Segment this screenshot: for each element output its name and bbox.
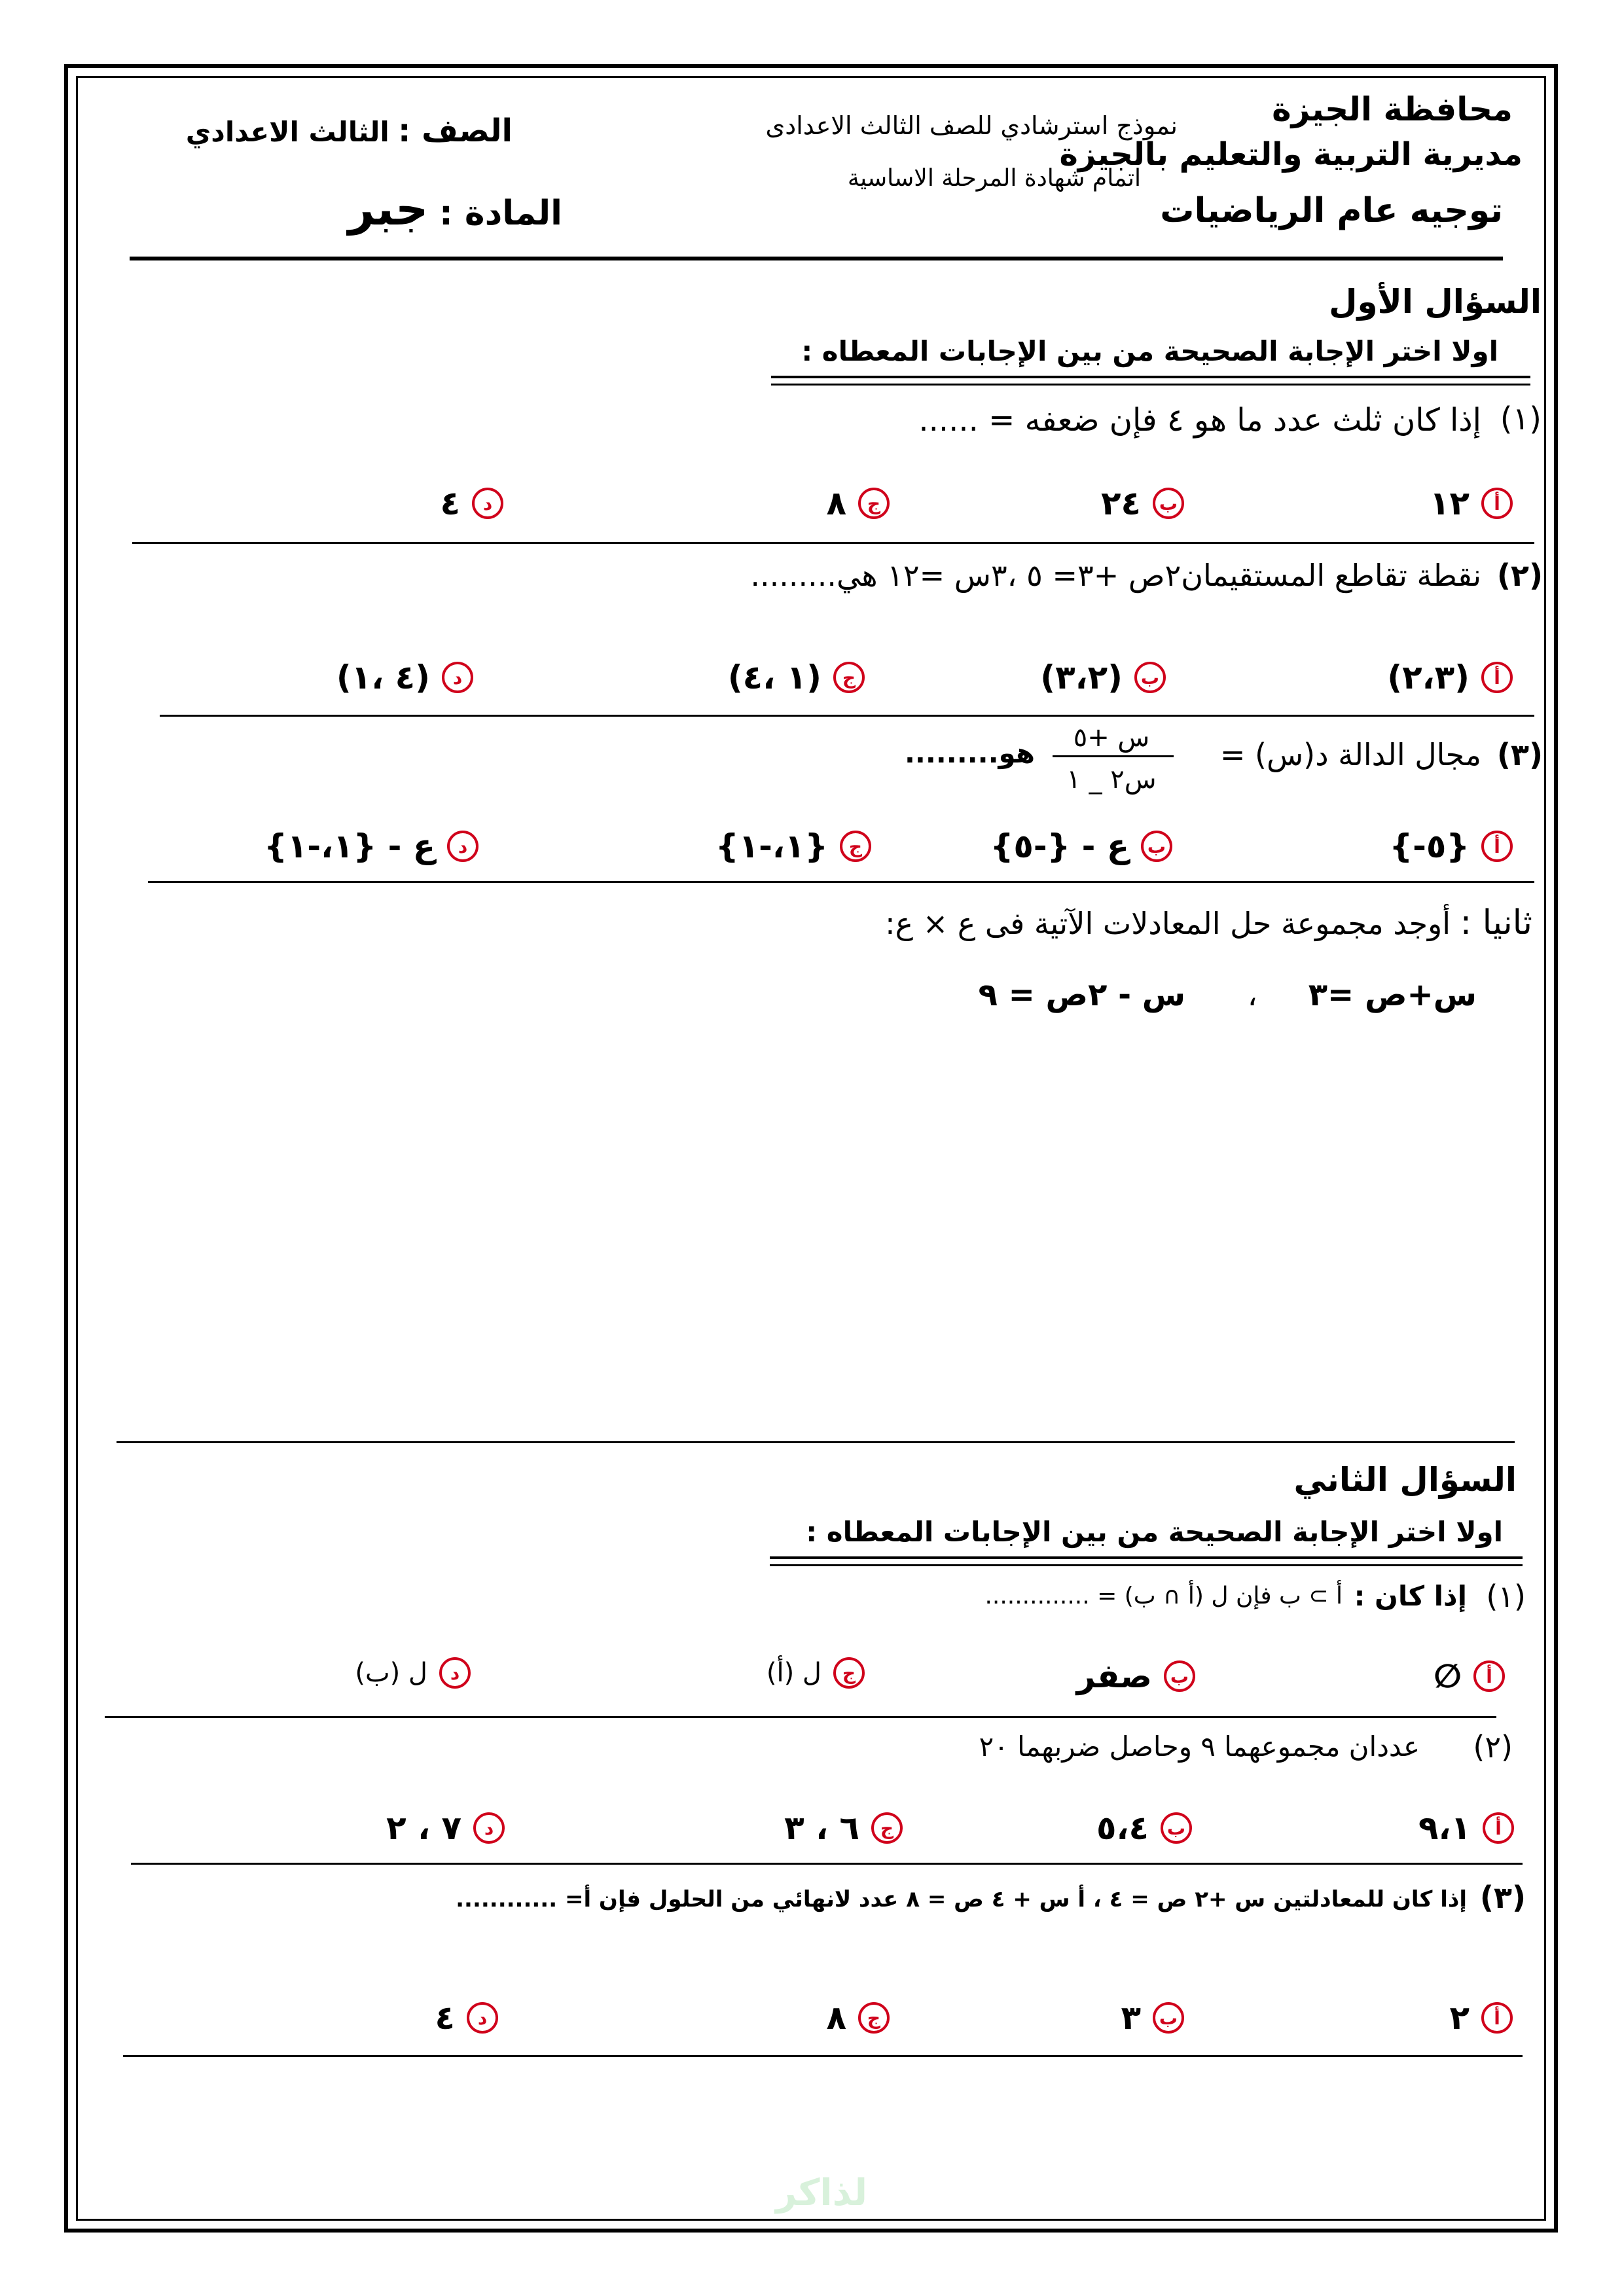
choice-value: (٤ ،١) <box>336 658 430 696</box>
q2-item2-text: عددان مجموعهما ٩ وحاصل ضربهما ٢٠ <box>979 1731 1420 1763</box>
choice-marker-b: ب <box>1153 2002 1184 2034</box>
choice-marker-b: ب <box>1141 831 1172 862</box>
choice-value: ٨ <box>826 1999 846 2037</box>
choice-marker-d: د <box>439 1657 471 1689</box>
header-subject <box>348 182 562 236</box>
q2-instruction-underline-1 <box>770 1556 1523 1559</box>
q1-item2-choice-a[interactable] <box>1387 658 1513 696</box>
q1-item2-choice-d[interactable] <box>336 658 473 696</box>
choice-marker-c: ج <box>858 2002 890 2034</box>
q2-instruction: اولا اختر الإجابة الصحيحة من بين الإجابات المعطاه : <box>806 1516 1503 1548</box>
q1-item3-fraction-bar <box>1053 755 1174 757</box>
q1-instruction-underline-1 <box>771 376 1530 378</box>
choice-value: ٧ ، ٢ <box>386 1809 461 1847</box>
q2-item1-text: أ ⊃ ب فإن ل (أ ∩ ب) = .............. <box>984 1583 1343 1609</box>
choice-marker-b: ب <box>1134 662 1166 693</box>
q1-item1-number: (١) <box>1500 401 1542 437</box>
q2-item1-choice-a[interactable] <box>1434 1657 1505 1695</box>
q1-item3-number: (٣) <box>1496 737 1543 772</box>
q1-part2-label: ثانيا : <box>1460 903 1532 942</box>
choice-value: {-٥} <box>1389 827 1470 865</box>
choice-value: ١٢ <box>1429 484 1470 522</box>
watermark-logo: لذاكر <box>776 2172 867 2214</box>
q2-item2-choice-b[interactable] <box>1096 1809 1192 1847</box>
choice-marker-d: د <box>447 831 478 862</box>
choice-value: ٥،٤ <box>1096 1809 1149 1847</box>
choice-value: ٤ <box>440 484 460 522</box>
q1-item3-choice-c[interactable] <box>715 827 871 865</box>
choice-value: ٤ <box>435 1999 455 2037</box>
header-divider <box>130 257 1503 260</box>
choice-marker-d: د <box>472 488 503 519</box>
q1-item3-fraction-denominator: س٢ _ ١ <box>1066 764 1157 795</box>
q1-item3-fraction-numerator: س +٥ <box>1073 723 1150 753</box>
q2-item2-divider <box>131 1863 1523 1865</box>
choice-value: ع - {١،-١} <box>264 827 435 865</box>
q1-item3-choice-a[interactable] <box>1390 827 1513 865</box>
q1-part2 <box>885 903 1532 942</box>
q2-item2-number: (٢) <box>1473 1729 1513 1765</box>
subject-value: جبر <box>348 182 429 236</box>
choice-marker-a: أ <box>1481 488 1513 519</box>
header-grade <box>186 113 513 149</box>
choice-marker-b: ب <box>1161 1812 1192 1844</box>
q1-equation-2: س - ٢ص = ٩ <box>978 977 1185 1013</box>
q2-item3-choice-c[interactable] <box>826 1999 890 2037</box>
choice-marker-c: ج <box>840 831 871 862</box>
q1-item1-text: إذا كان ثلث عدد ما هو ٤ فإن ضعفه = ...... <box>918 402 1481 439</box>
q1-item1-choice-c[interactable] <box>826 484 890 522</box>
q2-item3-divider <box>123 2055 1523 2057</box>
header-directorate: مديرية التربية والتعليم بالجيزة <box>1059 136 1523 173</box>
q2-item1-choice-b[interactable] <box>1077 1657 1195 1695</box>
choice-marker-a: أ <box>1483 1812 1514 1844</box>
q2-item3-choice-b[interactable] <box>1121 1999 1184 2037</box>
subject-label: المادة : <box>439 194 562 233</box>
q2-item1-divider <box>105 1716 1496 1718</box>
q1-item2-choice-c[interactable] <box>728 658 865 696</box>
q2-item1-lead: إذا كان : <box>1354 1580 1467 1612</box>
q2-item2-choice-a[interactable] <box>1418 1809 1514 1847</box>
q1-item1-choice-b[interactable] <box>1101 484 1184 522</box>
q1-title: السؤال الأول <box>1329 283 1542 321</box>
header-supervision: توجيه عام الرياضيات <box>1160 191 1503 230</box>
choice-value: ∅ <box>1434 1657 1462 1695</box>
q1-item1-choice-d[interactable] <box>440 484 503 522</box>
q2-item3-choice-a[interactable] <box>1449 1999 1513 2037</box>
q1-item1-divider <box>132 542 1534 544</box>
choice-marker-a: أ <box>1481 2002 1513 2034</box>
grade-label: الصف : <box>398 113 513 149</box>
choice-marker-d: د <box>467 2002 498 2034</box>
header-model-line: نموذج استرشادي للصف الثالث الاعدادى <box>765 111 1178 140</box>
header-governorate: محافظة الجيزة <box>1272 90 1513 128</box>
choice-marker-a: أ <box>1481 662 1513 693</box>
choice-value: ٢ <box>1449 1999 1470 2037</box>
section-divider <box>117 1441 1515 1443</box>
q1-item1-choice-a[interactable] <box>1430 484 1513 522</box>
choice-marker-b: ب <box>1153 488 1184 519</box>
q1-item3-divider <box>148 881 1534 883</box>
q1-item2-divider <box>160 715 1534 717</box>
q1-equation-1: س+ص =٣ <box>1308 977 1477 1013</box>
choice-value: ل (أ) <box>766 1658 821 1688</box>
q2-item2-choice-d[interactable] <box>386 1809 505 1847</box>
choice-value: ٦ ، ٣ <box>784 1809 859 1847</box>
choice-marker-c: ج <box>833 662 865 693</box>
choice-marker-c: ج <box>833 1657 865 1689</box>
choice-value: (٢،٣) <box>1387 658 1470 696</box>
choice-value: ل (ب) <box>355 1658 427 1688</box>
choice-value: ع - {-٥} <box>990 827 1129 865</box>
q2-item1-number: (١) <box>1486 1579 1526 1614</box>
q1-item3-choice-d[interactable] <box>264 827 478 865</box>
choice-marker-b: ب <box>1164 1660 1195 1692</box>
q1-instruction-underline-2 <box>771 384 1530 386</box>
q2-instruction-underline-2 <box>770 1564 1523 1566</box>
header-certificate-line: اتمام شهادة المرحلة الاساسية <box>847 165 1141 192</box>
choice-marker-a: أ <box>1473 1660 1505 1692</box>
choice-value: (٣،٢) <box>1040 658 1123 696</box>
q2-item1-choice-d[interactable] <box>355 1657 471 1689</box>
q2-item3-number: (٣) <box>1479 1880 1526 1915</box>
choice-value: ٨ <box>826 484 846 522</box>
choice-value: صفر <box>1076 1657 1152 1695</box>
q2-item1-choice-c[interactable] <box>767 1657 865 1689</box>
choice-value: ٣ <box>1121 1999 1141 2037</box>
choice-value: ٩،١ <box>1418 1809 1471 1847</box>
q1-item3-text: مجال الدالة د(س) = <box>1219 737 1481 772</box>
choice-marker-c: ج <box>858 488 890 519</box>
q1-item2-choice-b[interactable] <box>1040 658 1166 696</box>
q1-item3-text-after: هو......... <box>904 737 1035 769</box>
choice-marker-a: أ <box>1481 831 1513 862</box>
choice-value: {١،-١} <box>715 827 828 865</box>
q1-equation-separator: ، <box>1247 977 1257 1013</box>
q2-item2-choice-c[interactable] <box>784 1809 903 1847</box>
q2-item3-text: إذا كان للمعادلتين س +٢ ص = ٤ ، أ س + ٤ ص = ٨ عدد لانهائي من الحلول فإن أ= ............ <box>456 1886 1467 1912</box>
grade-value: الثالث الاعدادي <box>185 116 389 148</box>
choice-marker-d: د <box>442 662 473 693</box>
q2-title: السؤال الثاني <box>1293 1461 1517 1499</box>
q1-item3-choice-b[interactable] <box>990 827 1172 865</box>
choice-marker-d: د <box>473 1812 505 1844</box>
choice-value: (١ ،٤) <box>727 658 821 696</box>
q1-item2-text: نقطة تقاطع المستقيمان٢ص +٣= ٥ ،٣س =١٢ هي......... <box>750 558 1481 593</box>
q1-instruction: اولا اختر الإجابة الصحيحة من بين الإجابات المعطاه : <box>801 335 1498 367</box>
q2-item3-choice-d[interactable] <box>435 1999 498 2037</box>
q1-item2-number: (٢) <box>1496 558 1543 593</box>
q1-part2-text: أوجد مجموعة حل المعادلات الآتية فى ع × ع: <box>885 906 1451 941</box>
choice-marker-c: ج <box>871 1812 903 1844</box>
choice-value: ٢٤ <box>1100 484 1141 522</box>
